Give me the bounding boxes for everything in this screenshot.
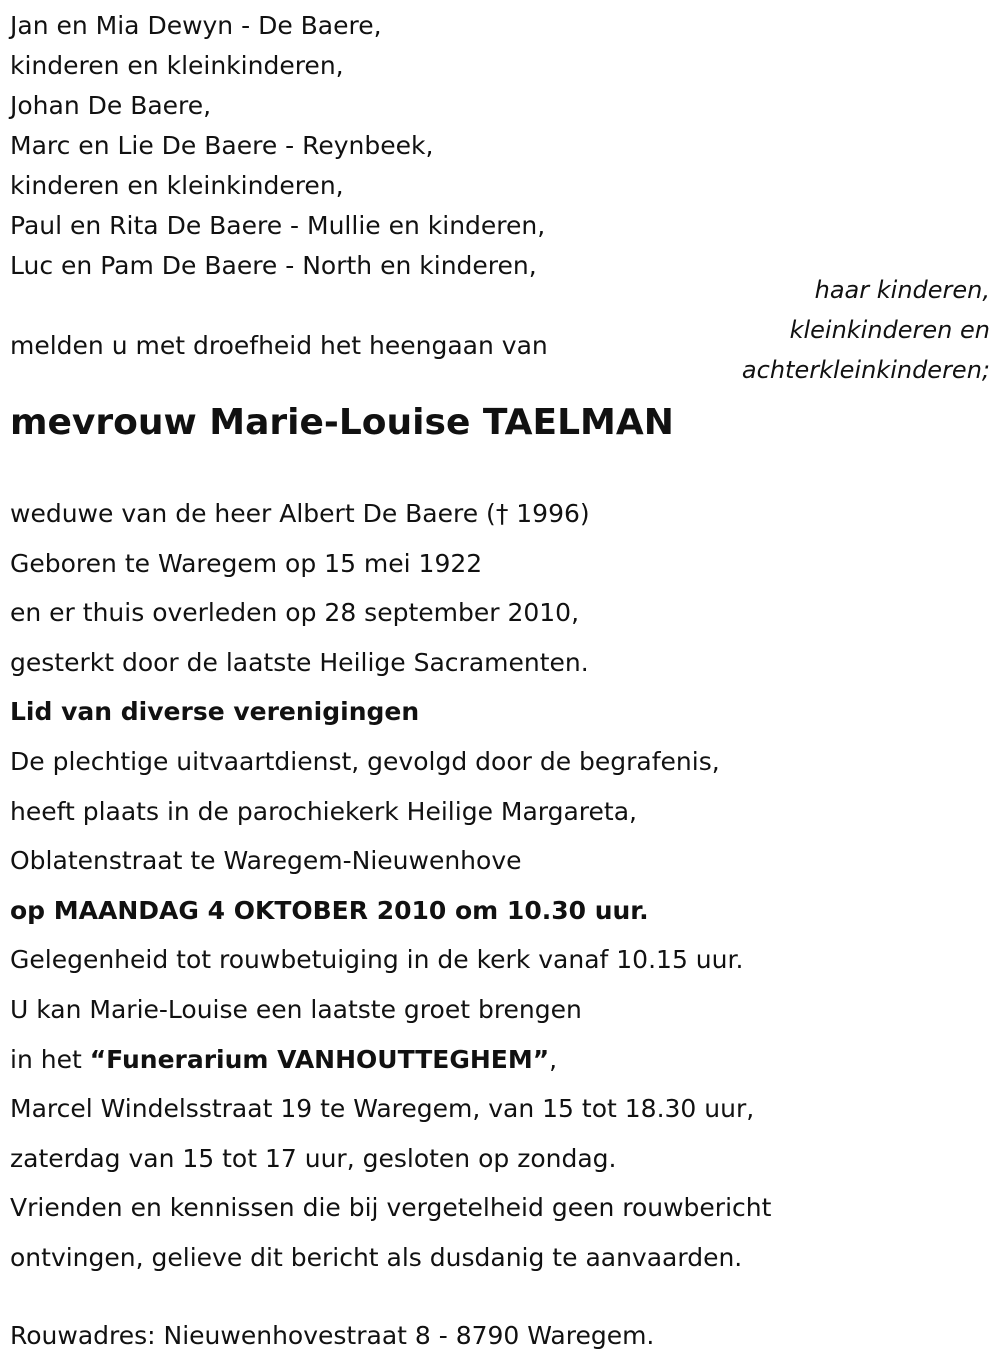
family-list <box>10 6 545 286</box>
details-list <box>10 489 771 1283</box>
family-line: Marc en Lie De Baere - Reynbeek, <box>10 131 434 160</box>
funerarium-line <box>10 1035 771 1085</box>
condolence-line: Gelegenheid tot rouwbetuiging in de kerk vanaf 10.15 uur. <box>10 945 744 975</box>
widow-prefix: weduwe van de heer Albert De Baere ( <box>10 499 496 528</box>
born-line: Geboren te Waregem op 15 mei 1922 <box>10 548 483 578</box>
visit-line: Marcel Windelsstraat 19 te Waregem, van 15 tot 18.30 uur, <box>10 1094 755 1124</box>
widow-suffix: 1996) <box>508 499 590 528</box>
side-note-line: kleinkinderen en <box>789 316 990 344</box>
family-line: Luc en Pam De Baere - North en kinderen, <box>10 251 537 280</box>
died-line: en er thuis overleden op 28 september 2010, <box>10 598 580 628</box>
greeting-line: U kan Marie-Louise een laatste groet brengen <box>10 994 582 1024</box>
service-line: De plechtige uitvaartdienst, gevolgd door de begrafenis, <box>10 746 720 776</box>
notice-line: Vrienden en kennissen die bij vergetelheid geen rouwbericht <box>10 1193 772 1223</box>
mourning-address: Rouwadres: Nieuwenhovestraat 8 - 8790 Waregem. <box>10 1321 655 1350</box>
notice-line: ontvingen, gelieve dit bericht als dusdanig te aanvaarden. <box>10 1242 743 1272</box>
service-line: heeft plaats in de parochiekerk Heilige Margareta, <box>10 796 637 826</box>
funerarium-suffix: , <box>549 1044 558 1074</box>
family-line: kinderen en kleinkinderen, <box>10 51 344 80</box>
family-line: Paul en Rita De Baere - Mullie en kinderen, <box>10 211 546 240</box>
service-date-line: op MAANDAG 4 OKTOBER 2010 om 10.30 uur. <box>10 895 649 925</box>
side-note-line: achterkleinkinderen; <box>741 356 990 384</box>
cross-icon: † <box>495 499 509 528</box>
family-line: Johan De Baere, <box>10 91 212 120</box>
side-note <box>742 270 990 390</box>
family-line: kinderen en kleinkinderen, <box>10 171 344 200</box>
intro-text: melden u met droefheid het heengaan van <box>10 331 548 360</box>
visit-line: zaterdag van 15 tot 17 uur, gesloten op zondag. <box>10 1143 617 1173</box>
widow-line <box>10 489 771 539</box>
membership-line: Lid van diverse verenigingen <box>10 697 420 727</box>
sacraments-line: gesterkt door de laatste Heilige Sacramenten. <box>10 647 589 677</box>
funerarium-name: “Funerarium VANHOUTTEGHEM” <box>89 1044 550 1074</box>
family-line: Jan en Mia Dewyn - De Baere, <box>10 11 382 40</box>
deceased-name: mevrouw Marie-Louise TAELMAN <box>10 402 674 443</box>
service-line: Oblatenstraat te Waregem-Nieuwenhove <box>10 846 522 876</box>
funerarium-prefix: in het <box>10 1044 90 1074</box>
side-note-line: haar kinderen, <box>814 276 990 304</box>
